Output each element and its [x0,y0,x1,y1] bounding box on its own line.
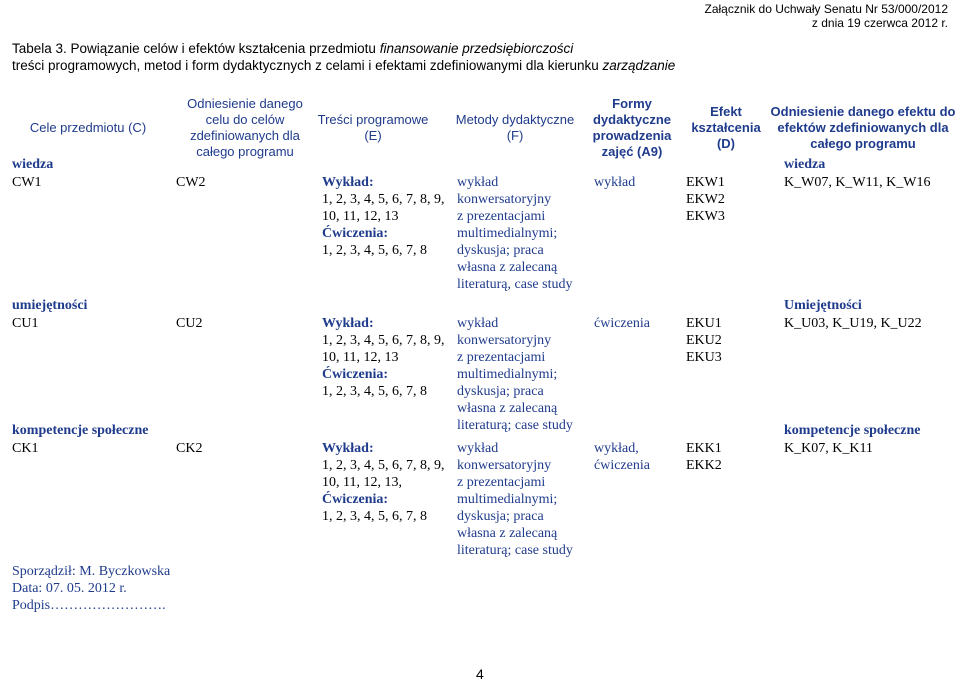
col-header-formy: Formy dydaktyczne prowadzenia zajęć (A9) [592,96,672,159]
metody-cell: wykład konwersatoryjny z prezentacjami multimedialnymi; dyskusja; praca własna z zalecaną literaturą; case study [457,316,573,433]
page-number: 4 [476,666,484,682]
attachment-line-1: Załącznik do Uchwały Senatu Nr 53/000/2012 [704,2,948,16]
col-header-cele: Cele przedmiotu (C) [29,120,147,135]
section-label-right: kompetencje społeczne [784,423,921,438]
section-label-left: umiejętności [12,298,88,313]
col-header-efekt: Efekt kształcenia (D) [691,104,761,151]
odniesienie-code: CK2 [176,441,203,456]
col-header-tresci: Treści programowe (E) [317,112,429,143]
attachment-line-2: z dnia 19 czerwca 2012 r. [811,16,948,30]
section-label-left: wiedza [12,157,54,172]
ref-cell: K_W07, K_W11, K_W16 [784,175,931,190]
date-line: Data: 07. 05. 2012 r. [12,581,127,596]
odniesienie-code: CW2 [176,175,206,190]
metody-cell: wykład konwersatoryjny z prezentacjami multimedialnymi; dyskusja; praca własna z zalecaną literaturą, case study [457,175,573,292]
section-label-right: Umiejętności [784,298,862,313]
tresci-cell: Wykład: 1, 2, 3, 4, 5, 6, 7, 8, 9, 10, 11, 12, 13 Ćwiczenia: 1, 2, 3, 4, 5, 6, 7, 8 [322,175,445,258]
table-title: Tabela 3. Powiązanie celów i efektów kształcenia przedmiotu finansowanie przedsiębiorczości treści programowych, metod i form dydaktycznych z celami i efektami zdefiniowanymi dla kierunku zarządzanie [12,41,676,73]
tresci-cell: Wykład: 1, 2, 3, 4, 5, 6, 7, 8, 9, 10, 11, 12, 13, Ćwiczenia: 1, 2, 3, 4, 5, 6, 7, 8 [322,441,445,524]
cel-code: CW1 [12,175,42,190]
metody-cell: wykład konwersatoryjny z prezentacjami multimedialnymi; dyskusja; praca własna z zalecaną literaturą; case study [457,441,573,558]
author-line: Sporządził: M. Byczkowska [12,564,171,579]
efekt-cell: EKU1 EKU2 EKU3 [686,316,722,365]
field-name: zarządzanie [602,58,676,73]
ref-cell: K_K07, K_K11 [784,441,873,456]
cel-code: CU1 [12,316,39,331]
signature-line: Podpis……………………. [12,598,166,613]
col-header-odniesienie-efektu: Odniesienie danego efektu do efektów zdefiniowanych dla całego programu [770,104,956,151]
odniesienie-code: CU2 [176,316,203,331]
footer-signature-block [12,563,170,614]
col-header-odniesienie: Odniesienie danego celu do celów zdefiniowanych dla całego programu [187,96,303,159]
forma-cell: ćwiczenia [594,316,650,331]
forma-cell: wykład, ćwiczenia [594,441,650,473]
forma-cell: wykład [594,175,636,190]
section-label-left: kompetencje społeczne [12,423,149,438]
efekt-cell: EKK1 EKK2 [686,441,722,473]
section-label-right: wiedza [784,157,826,172]
subject-name: finansowanie przedsiębiorczości [379,41,574,56]
cel-code: CK1 [12,441,39,456]
attachment-header [705,2,948,30]
efekt-cell: EKW1 EKW2 EKW3 [686,175,725,224]
tresci-cell: Wykład: 1, 2, 3, 4, 5, 6, 7, 8, 9, 10, 11, 12, 13 Ćwiczenia: 1, 2, 3, 4, 5, 6, 7, 8 [322,316,445,399]
ref-cell: K_U03, K_U19, K_U22 [784,316,922,331]
col-header-metody: Metody dydaktyczne (F) [455,112,575,143]
